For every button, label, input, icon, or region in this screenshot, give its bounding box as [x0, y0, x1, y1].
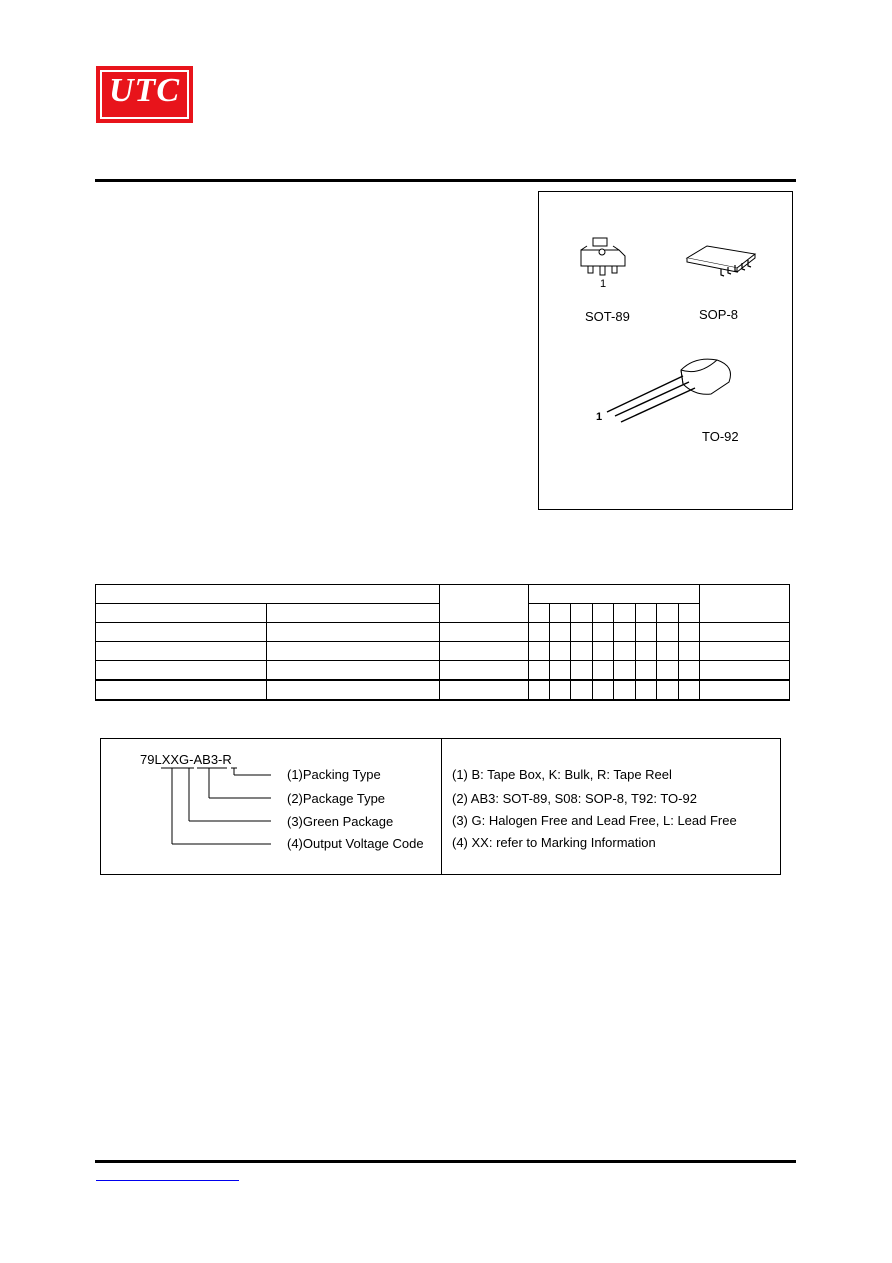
table-cell	[550, 680, 571, 700]
table-cell	[636, 661, 657, 681]
desc-output-voltage-code: (4) XX: refer to Marking Information	[452, 835, 656, 850]
logo-text: UTC	[109, 72, 180, 109]
sot89-label: SOT-89	[585, 309, 630, 324]
table-cell	[614, 604, 636, 623]
part-number-connector-lines	[101, 739, 441, 874]
to92-pin1-label: 1	[596, 411, 603, 423]
table-cell	[96, 623, 267, 642]
table-row	[96, 623, 790, 642]
utc-logo	[96, 66, 193, 123]
part-number-code: 79LXXG-AB3-R	[140, 752, 232, 767]
table-cell	[550, 623, 571, 642]
table-cell	[679, 604, 700, 623]
table-cell	[440, 661, 529, 681]
table-cell	[679, 680, 700, 700]
sop8-label: SOP-8	[699, 307, 739, 322]
table-cell	[267, 661, 440, 681]
table-cell	[657, 642, 679, 661]
table-cell	[571, 680, 593, 700]
table-cell	[700, 623, 790, 642]
table-cell	[614, 661, 636, 681]
table-cell	[636, 642, 657, 661]
sot89-package-icon	[577, 236, 633, 278]
table-cell	[571, 661, 593, 681]
table-cell	[614, 680, 636, 700]
table-cell	[96, 642, 267, 661]
table-cell	[700, 680, 790, 700]
table-cell	[636, 604, 657, 623]
field-packing-type: (1)Packing Type	[287, 767, 381, 782]
footer-link[interactable]	[96, 1170, 239, 1181]
table-cell	[679, 661, 700, 681]
table-cell	[593, 680, 614, 700]
desc-packing-type: (1) B: Tape Box, K: Bulk, R: Tape Reel	[452, 767, 672, 782]
table-cell	[267, 623, 440, 642]
table-cell	[550, 604, 571, 623]
table-cell	[657, 680, 679, 700]
table-cell	[657, 623, 679, 642]
table-cell	[550, 642, 571, 661]
package-illustration-box	[538, 191, 793, 510]
table-row	[96, 680, 790, 700]
table-cell	[550, 661, 571, 681]
sot89-pin1-label: 1	[600, 278, 607, 290]
footer-rule	[95, 1160, 796, 1163]
table-cell	[593, 604, 614, 623]
table-cell	[96, 585, 440, 604]
table-row	[96, 642, 790, 661]
part-number-box	[100, 738, 781, 875]
desc-package-type: (2) AB3: SOT-89, S08: SOP-8, T92: TO-92	[452, 791, 697, 806]
table-cell	[571, 604, 593, 623]
to92-package-icon	[599, 354, 739, 426]
table-cell	[679, 623, 700, 642]
table-cell	[440, 680, 529, 700]
table-cell	[529, 680, 550, 700]
table-cell	[657, 604, 679, 623]
table-cell	[593, 642, 614, 661]
column-divider	[441, 739, 442, 874]
table-cell	[529, 642, 550, 661]
table-row	[96, 661, 790, 681]
table-cell	[614, 623, 636, 642]
ordering-table	[95, 584, 790, 701]
table-cell	[529, 604, 550, 623]
table-cell	[614, 642, 636, 661]
table-cell	[267, 642, 440, 661]
table-cell	[529, 661, 550, 681]
table-cell	[700, 642, 790, 661]
table-cell	[700, 585, 790, 623]
table-cell	[657, 661, 679, 681]
table-cell	[700, 661, 790, 681]
table-cell	[571, 623, 593, 642]
table-cell	[636, 680, 657, 700]
table-cell	[440, 585, 529, 623]
table-cell	[593, 661, 614, 681]
table-cell	[267, 680, 440, 700]
table-cell	[440, 623, 529, 642]
table-cell	[593, 623, 614, 642]
table-cell	[636, 623, 657, 642]
table-cell	[529, 585, 700, 604]
table-cell	[267, 604, 440, 623]
table-cell	[679, 642, 700, 661]
to92-label: TO-92	[702, 429, 739, 444]
table-cell	[96, 604, 267, 623]
sop8-package-icon	[681, 242, 759, 280]
field-output-voltage-code: (4)Output Voltage Code	[287, 836, 424, 851]
table-cell	[96, 680, 267, 700]
table-cell	[529, 623, 550, 642]
field-package-type: (2)Package Type	[287, 791, 386, 806]
field-green-package: (3)Green Package	[287, 814, 394, 829]
table-header-row	[96, 585, 790, 604]
header-rule	[95, 179, 796, 182]
desc-green-package: (3) G: Halogen Free and Lead Free, L: Lead Free	[452, 813, 737, 828]
table-cell	[440, 642, 529, 661]
table-cell	[571, 642, 593, 661]
table-cell	[96, 661, 267, 681]
